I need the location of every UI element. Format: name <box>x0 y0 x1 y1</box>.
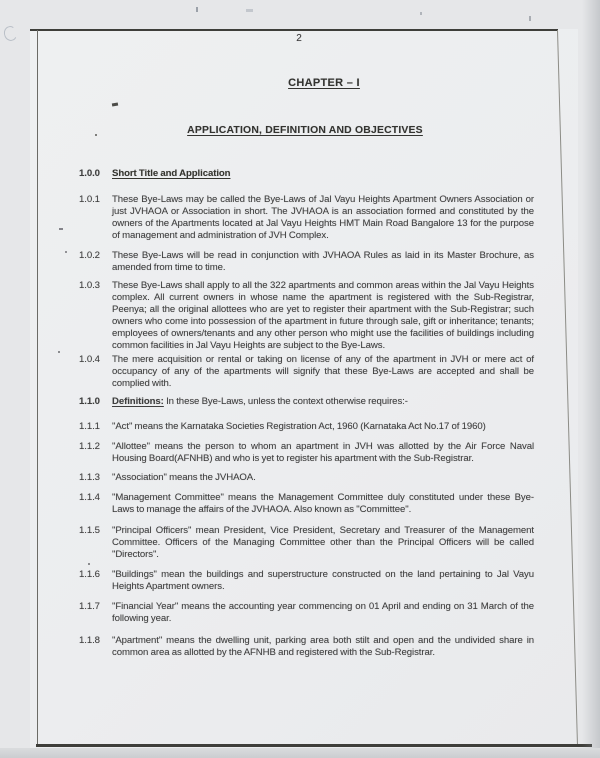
clause-number: 1.0.4 <box>79 354 100 365</box>
clause-number: 1.0.3 <box>79 280 100 291</box>
clause-1-0-0 <box>79 168 534 180</box>
clause-number: 1.1.4 <box>79 492 100 503</box>
ink-dot-artifact <box>58 351 60 353</box>
clause-text: These Bye-Laws shall apply to all the 322 apartments and common areas within the Jal Vayu Heights complex. All current owners in whose name the apartment is registered with the Sub-Registrar, Peenya; all the original allottees who are yet to register their apartment with the Sub-Registrar; such owners who come into possession of the apartment in future through sale, gift or inheritance; tenants; employees of owners/tenants and any other person who might use the facilities of buildings including common facilities in Jal Vayu Heights are subject to the Bye-Laws. <box>112 280 534 351</box>
section-title: APPLICATION, DEFINITION AND OBJECTIVES <box>187 125 423 136</box>
clause-text: These Bye-Laws will be read in conjunction with JVHAOA Rules as laid in its Master Brochure, as amended from time to time. <box>112 250 534 273</box>
clause-number: 1.1.2 <box>79 441 100 452</box>
clause-text: "Act" means the Karnataka Societies Registration Act, 1960 (Karnataka Act No.17 of 1960) <box>112 421 486 432</box>
clause-1-1-6 <box>79 569 534 593</box>
clause-1-1-0 <box>79 396 534 408</box>
clause-1-1-3 <box>79 472 534 484</box>
ink-dot-artifact <box>88 563 90 565</box>
clause-number: 1.1.5 <box>79 525 100 536</box>
clause-text: "Management Committee" means the Management Committee duly constituted under these Bye-Laws to manage the affairs of the JVHAOA. Also known as "Committee". <box>112 492 534 515</box>
pencil-c-mark-artifact <box>2 25 18 43</box>
clause-number: 1.0.0 <box>79 168 100 179</box>
clause-text: "Principal Officers" mean President, Vice President, Secretary and Treasurer of the Management Committee. Officers of the Managing Committee other than the Principal Officers will be called "Directors". <box>112 525 534 560</box>
definitions-rest: In these Bye-Laws, unless the context otherwise requires:- <box>163 396 408 407</box>
clause-number: 1.1.1 <box>79 421 100 432</box>
scan-speck-artifact <box>420 12 422 15</box>
page-frame-top-rule <box>30 29 558 31</box>
clause-1-0-3 <box>79 280 534 352</box>
clause-1-0-2 <box>79 250 534 274</box>
clause-text: "Financial Year" means the accounting year commencing on 01 April and ending on 31 March of the following year. <box>112 601 534 624</box>
clause-text <box>112 396 534 408</box>
clause-number: 1.0.2 <box>79 250 100 261</box>
page-number: 2 <box>296 33 302 44</box>
clause-text: "Association" means the JVHAOA. <box>112 472 256 483</box>
clause-1-1-2 <box>79 441 534 465</box>
clause-number: 1.1.8 <box>79 635 100 646</box>
clause-text: "Apartment" means the dwelling unit, parking area both stilt and open and the undivided share in common area as allotted by the AFNHB and registered with the Sub-Registrar. <box>112 635 534 658</box>
clause-number: 1.1.3 <box>79 472 100 483</box>
clause-1-1-4 <box>79 492 534 516</box>
chapter-title: CHAPTER – I <box>288 77 360 89</box>
clause-number: 1.1.0 <box>79 396 100 407</box>
clause-1-1-8 <box>79 635 534 659</box>
clause-1-1-7 <box>79 601 534 625</box>
clause-text: "Buildings" mean the buildings and superstructure constructed on the land pertaining to Jal Vayu Heights Apartment owners. <box>112 569 534 592</box>
page-frame-left-rule <box>37 30 38 745</box>
ink-dot-artifact <box>95 134 97 136</box>
clause-1-1-1 <box>79 421 534 433</box>
clause-text: These Bye-Laws may be called the Bye-Laws of Jal Vayu Heights Apartment Owners Association or just JVHAOA or Association in short. The JVHAOA is an association formed and constituted by the owners of the Apartments located at Jal Vayu Heights HMT Main Road Bangalore 13 for the purpose of management and administration of JVH Complex. <box>112 194 534 241</box>
ink-dot-artifact <box>59 228 63 230</box>
ink-dot-artifact <box>65 251 67 253</box>
clause-1-0-1 <box>79 194 534 242</box>
scan-bottom-strip <box>0 748 600 758</box>
clause-1-0-4 <box>79 354 534 390</box>
scan-edge-shadow <box>582 0 600 758</box>
scan-speck-artifact <box>529 16 531 21</box>
clause-heading: Short Title and Application <box>112 168 231 179</box>
page-frame-bottom-rule <box>36 744 592 747</box>
scan-speck-artifact <box>196 7 198 12</box>
clause-number: 1.1.6 <box>79 569 100 580</box>
clause-text: The mere acquisition or rental or taking on license of any of the apartment in JVH or mere act of occupancy of any of the apartments will signify that these Bye-Laws are accepted and shall be complied with. <box>112 354 534 389</box>
clause-number: 1.1.7 <box>79 601 100 612</box>
clause-number: 1.0.1 <box>79 194 100 205</box>
scan-speck-artifact <box>246 9 253 12</box>
definitions-lead: Definitions: <box>112 396 164 407</box>
clause-text: "Allottee" means the person to whom an apartment in JVH was allotted by the Air Force Naval Housing Board(AFNHB) and who is yet to register his apartment with the Sub-Registrar. <box>112 441 534 464</box>
clause-1-1-5 <box>79 525 534 561</box>
